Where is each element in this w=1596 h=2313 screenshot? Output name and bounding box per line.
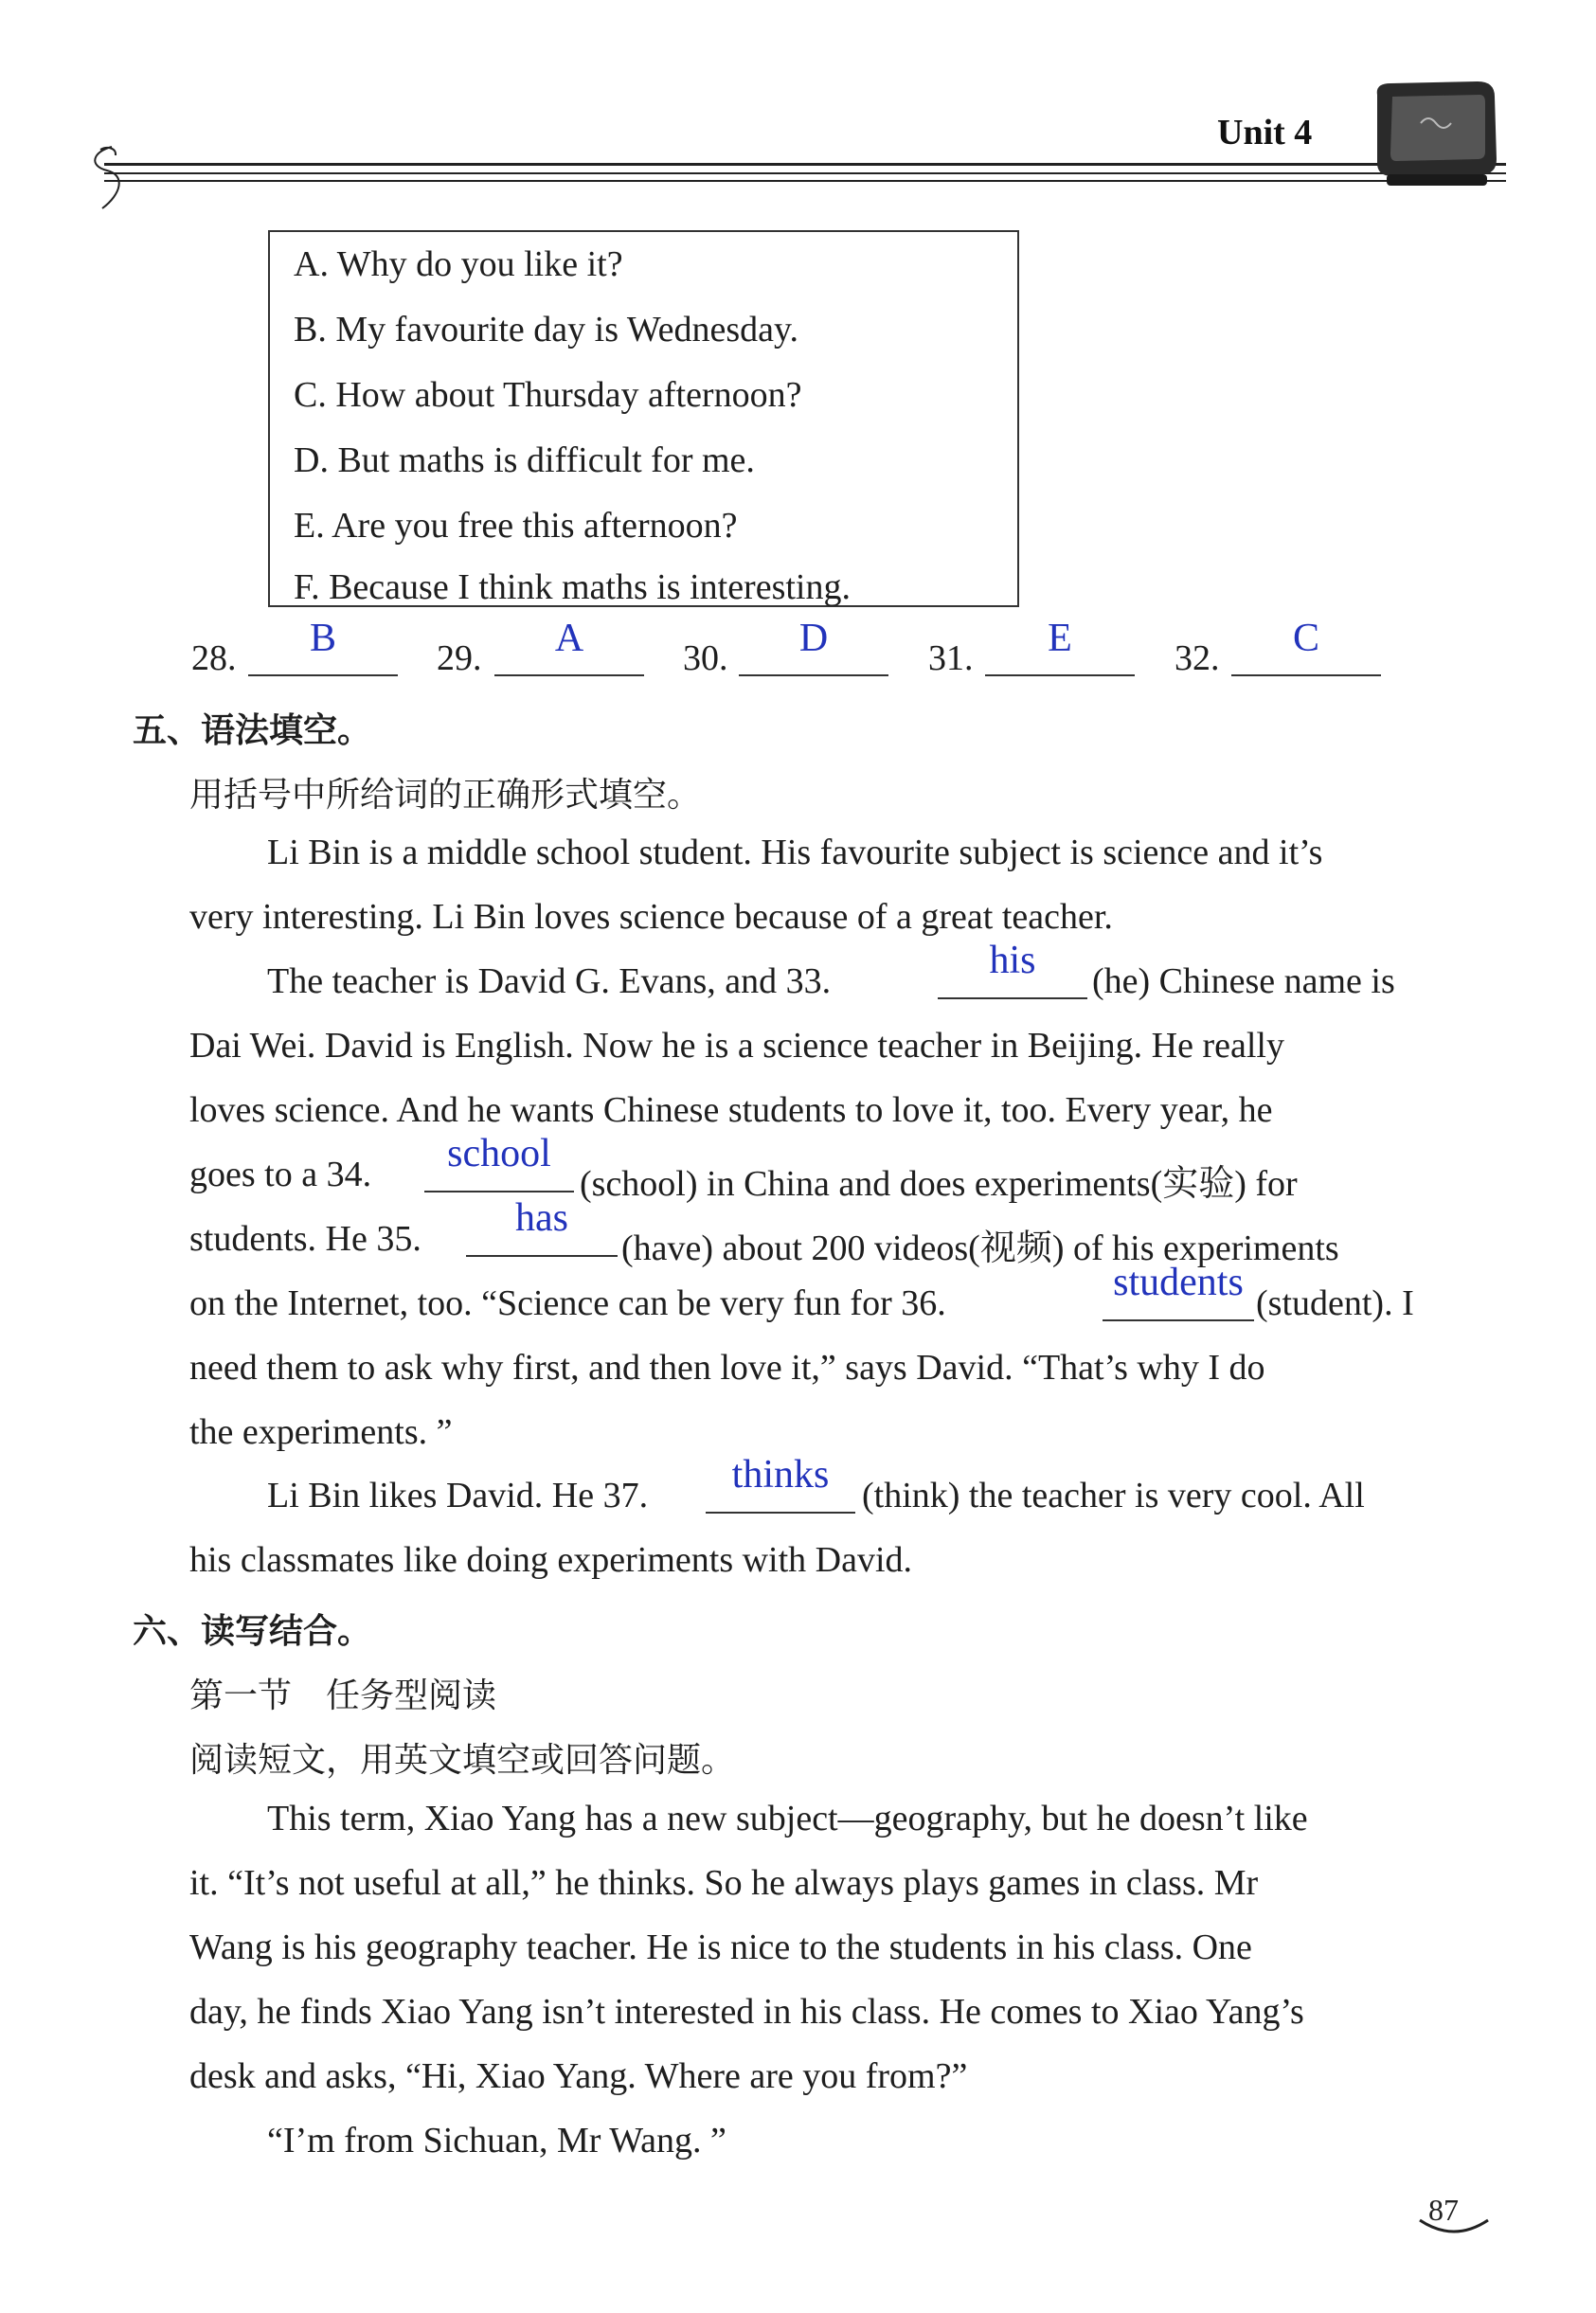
- section-subtitle: 第一节 任务型阅读: [189, 1676, 497, 1715]
- answer-33: his: [989, 939, 1036, 982]
- answer-blank: [1103, 1319, 1254, 1321]
- passage-line: (have) about 200 videos(视频) of his experiments: [621, 1228, 1339, 1268]
- option-c: C. How about Thursday afternoon?: [294, 375, 802, 415]
- passage-line: day, he finds Xiao Yang isn’t interested in his class. He comes to Xiao Yang’s: [189, 1992, 1304, 2032]
- option-a: A. Why do you like it?: [294, 244, 623, 284]
- option-b: B. My favourite day is Wednesday.: [294, 310, 799, 350]
- answer-blank: [1231, 674, 1381, 676]
- answer-blank: [248, 674, 398, 676]
- passage-line: on the Internet, too. “Science can be very fun for 36.: [189, 1283, 946, 1323]
- section-title: 五、语法填空。: [133, 711, 372, 750]
- answer-29: A: [554, 617, 584, 660]
- header-rule: [104, 172, 1506, 174]
- passage-line: students. He 35.: [189, 1219, 421, 1259]
- passage-line: it. “It’s not useful at all,” he thinks. So he always plays games in class. Mr: [189, 1863, 1259, 1903]
- passage-line: need them to ask why first, and then love it,” says David. “That’s why I do: [189, 1348, 1265, 1388]
- passage-line: (student). I: [1256, 1283, 1414, 1323]
- answer-30: D: [798, 617, 829, 660]
- question-number: 31.: [928, 638, 974, 678]
- answer-blank: [466, 1255, 618, 1257]
- option-d: D. But maths is difficult for me.: [294, 440, 755, 480]
- answer-blank: [938, 997, 1087, 999]
- passage-line: Wang is his geography teacher. He is nice to the students in his class. One: [189, 1928, 1252, 1967]
- passage-line: The teacher is David G. Evans, and 33.: [267, 961, 832, 1001]
- passage-line: very interesting. Li Bin loves science because of a great teacher.: [189, 897, 1113, 937]
- option-e: E. Are you free this afternoon?: [294, 506, 738, 546]
- passage-line: desk and asks, “Hi, Xiao Yang. Where are you from?”: [189, 2056, 968, 2096]
- unit-title: Unit 4: [1217, 113, 1313, 152]
- passage-line: his classmates like doing experiments with David.: [189, 1540, 913, 1580]
- answer-blank: [424, 1191, 574, 1192]
- answer-34: school: [447, 1132, 551, 1175]
- question-number: 32.: [1175, 638, 1220, 678]
- answer-blank: [739, 674, 888, 676]
- passage-line: loves science. And he wants Chinese students to love it, too. Every year, he: [189, 1090, 1273, 1130]
- passage-line: goes to a 34.: [189, 1155, 372, 1194]
- answer-31: E: [1048, 617, 1072, 660]
- section-instruction: 用括号中所给词的正确形式填空。: [189, 776, 702, 815]
- page-number-ornament: [1416, 2214, 1492, 2243]
- passage-line: (school) in China and does experiments(实验) for: [580, 1164, 1298, 1204]
- answer-blank: [985, 674, 1135, 676]
- passage-line: the experiments. ”: [189, 1412, 453, 1452]
- answer-35: has: [515, 1196, 568, 1240]
- answer-blank: [494, 674, 644, 676]
- answer-28: B: [309, 617, 336, 660]
- answer-37: thinks: [731, 1453, 830, 1497]
- question-number: 28.: [191, 638, 237, 678]
- section-title: 六、读写结合。: [133, 1612, 372, 1651]
- question-number: 30.: [683, 638, 728, 678]
- question-number: 29.: [437, 638, 482, 678]
- passage-line: “I’m from Sichuan, Mr Wang. ”: [267, 2121, 726, 2161]
- passage-line: (he) Chinese name is: [1092, 961, 1395, 1001]
- passage-line: This term, Xiao Yang has a new subject—geography, but he doesn’t like: [267, 1799, 1308, 1838]
- page-number: 87: [1428, 2193, 1459, 2227]
- passage-line: Li Bin is a middle school student. His favourite subject is science and it’s: [267, 833, 1323, 872]
- header-rule: [104, 163, 1506, 166]
- tv-icon: [1364, 76, 1506, 189]
- passage-line: Dai Wei. David is English. Now he is a science teacher in Beijing. He really: [189, 1026, 1284, 1066]
- passage-line: (think) the teacher is very cool. All: [862, 1476, 1365, 1515]
- section-instruction: 阅读短文，用英文填空或回答问题。: [189, 1741, 736, 1780]
- header-rule: [104, 180, 1506, 182]
- options-box: [268, 230, 1019, 607]
- answer-32: C: [1292, 617, 1319, 660]
- answer-blank: [706, 1512, 855, 1514]
- passage-line: Li Bin likes David. He 37.: [267, 1476, 649, 1515]
- answer-36: students: [1113, 1261, 1244, 1304]
- option-f: F. Because I think maths is interesting.: [294, 567, 851, 607]
